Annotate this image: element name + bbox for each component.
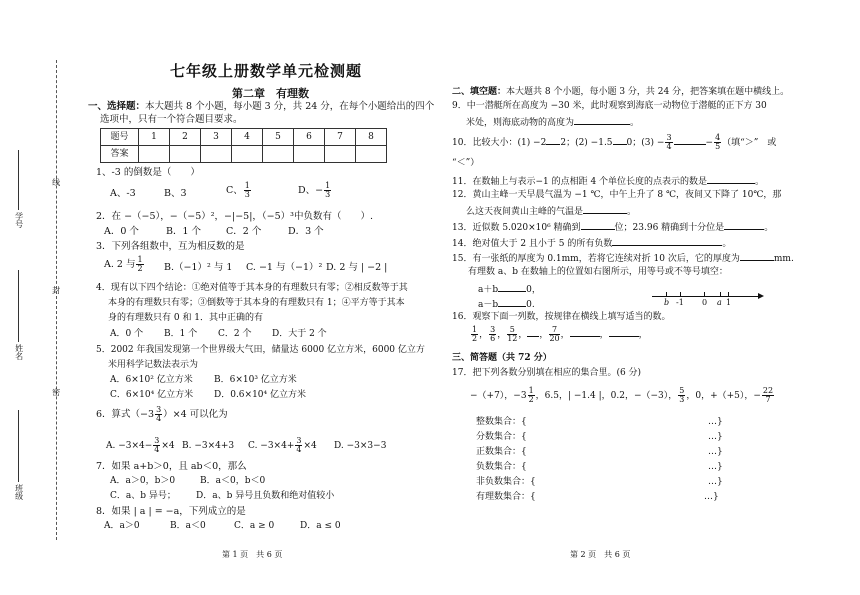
q10-blank-2[interactable]	[613, 136, 627, 145]
axis-label-a: a	[717, 298, 722, 307]
answer-table	[100, 128, 387, 163]
q15-sum-blank[interactable]	[498, 283, 526, 292]
answer-table-answer-row	[101, 146, 387, 163]
q5-option-a: A．6×10² 亿立方米	[110, 375, 193, 385]
answer-table-header-row	[101, 129, 387, 146]
q3-option-c: C. −1 与（−1）²	[246, 262, 323, 273]
question-12-line1: 12．黄山主峰一天早晨气温为 −1 ℃，中午上升了 8 ℃，夜间又下降了 10℃，那	[452, 190, 782, 200]
set-rationals-end: …}	[704, 492, 719, 502]
section3-head: 三、简答题（共 72 分）	[452, 353, 552, 363]
question-16: 16．观察下面一列数，按规律在横线上填写适当的数。	[452, 312, 671, 322]
set-positives-end: …}	[708, 447, 723, 457]
answer-cell[interactable]	[294, 146, 325, 163]
q6-option-a: A. −3×4− $\frac{3}{4}$ ×4	[106, 436, 175, 454]
question-3: 3．下列各组数中，互为相反数的是	[96, 241, 245, 252]
set-rationals: 有理数集合：{	[476, 492, 536, 502]
question-14: 14．绝对值大于 2 且小于 5 的所有负数 。	[452, 239, 732, 249]
class-write-line	[18, 410, 19, 482]
q16-blank-1[interactable]	[527, 328, 539, 337]
question-11: 11．在数轴上与表示−1 的点相距 4 个单位长度的点表示的数是 。	[452, 177, 765, 187]
axis-label-minus-one: -1	[676, 298, 684, 307]
q13-blank-1[interactable]	[581, 221, 615, 230]
question-15-line2: 有理数 a、b 在数轴上的位置如右图所示，用等号或不等号填空：	[468, 267, 728, 277]
page-title: 七年级上册数学单元检测题	[170, 62, 363, 80]
axis-label-zero: 0	[702, 298, 708, 307]
tick-minus-one	[680, 292, 681, 296]
tick-one	[728, 292, 729, 296]
tick-a	[720, 292, 721, 296]
set-integers-end: …}	[708, 417, 723, 427]
name-write-line	[18, 270, 19, 342]
q7-option-d: D．a、b 异号且负数和绝对值较小	[196, 491, 335, 501]
q6-option-d: D. −3×3−3	[334, 441, 387, 451]
q15-diff-blank[interactable]	[498, 298, 526, 307]
q5-option-b: B．6×10³ 亿立方米	[214, 375, 297, 385]
table-cell-number: 3	[201, 129, 232, 146]
q12-answer-blank[interactable]	[583, 205, 627, 214]
q17-number-list: −（+7），−3 $\frac{1}{2}$ ，6.5，| −1.4 |，0.2，−（−3）， $\frac{5}{3}$ ，0，+（+5），− $\frac{22}{7}$	[470, 386, 774, 404]
chapter-title: 第二章 有理数	[232, 87, 309, 100]
section1-text: 本大题共 8 个小题，每小题 3 分，共 24 分，在每个小题给出的四个	[145, 101, 435, 112]
axis-label-one: 1	[726, 298, 732, 307]
section1-head: 一、选择题：	[88, 101, 146, 112]
q10-blank-3[interactable]	[674, 136, 706, 145]
q8-option-c: C．a ≥ 0	[234, 521, 275, 531]
question-5-line2: 米用科学记数法表示为	[108, 360, 199, 370]
q1-option-c: C、 $\frac{1}{3}$	[226, 181, 250, 199]
answer-cell[interactable]	[170, 146, 201, 163]
q4-option-d: D．大于 2 个	[272, 329, 327, 339]
question-9-line2: 米处，则海底动物的高度为 。	[466, 118, 640, 128]
table-cell-number: 2	[170, 129, 201, 146]
set-negatives-end: …}	[708, 462, 723, 472]
q4-option-a: A．0 个	[110, 329, 144, 339]
q8-option-a: A．a＞0	[104, 521, 140, 531]
q5-option-c: C．6×10⁴ 亿立方米	[110, 390, 194, 400]
q7-option-a: A．a＞0，b＞0	[110, 476, 176, 486]
axis-label-b: b	[664, 298, 670, 307]
set-nonnegatives-end: …}	[708, 477, 723, 487]
q7-option-c: C．a、b 异号；	[110, 491, 176, 501]
q2-option-b: B．1 个	[166, 226, 202, 237]
question-6: 6．算式（−3 $\frac{3}{4}$ ）×4 可以化为	[96, 405, 228, 423]
question-4-line1: 4．现有以下四个结论：①绝对值等于其本身的有理数只有零；②相反数等于其	[96, 283, 408, 293]
q3-option-b: B.（−1）² 与 1	[164, 262, 233, 273]
number-line	[652, 296, 760, 297]
q3-option-a: A. 2 与 $\frac{1}{2}$	[104, 255, 143, 273]
q1-option-a: A、-3	[110, 188, 136, 199]
q5-option-d: D．0.6×10⁴ 亿立方米	[214, 390, 306, 400]
q3-option-d: D. 2 与 | −2 |	[326, 262, 388, 273]
q16-blank-2[interactable]	[570, 328, 600, 337]
tick-b	[666, 292, 667, 296]
section1-intro	[88, 101, 434, 112]
q9-answer-blank[interactable]	[574, 116, 630, 125]
q15-sum-row: a＋b 0，	[478, 285, 541, 295]
answer-cell[interactable]	[139, 146, 170, 163]
answer-cell[interactable]	[232, 146, 263, 163]
question-2: 2．在 −（−5），−（−5）²，−|−5|，（−5）³中负数有（ ）.	[96, 211, 373, 222]
q16-sequence: $\frac{1}{2}$ ， $\frac{3}{6}$ ， $\frac{5}{12}$ ， ， $\frac{7}{20}$ ， ， ，	[472, 325, 648, 343]
q4-option-c: C．2 个	[218, 329, 252, 339]
question-7: 7．如果 a+b＞0，且 ab＜0，那么	[96, 461, 247, 472]
question-9-line1: 9．中一潜艇所在高度为 −30 米，此时观察到海底一动物位于潜艇的正下方 30	[452, 101, 767, 111]
q8-option-d: D．a ≤ 0	[300, 521, 341, 531]
question-12-line2: 么这天夜间黄山主峰的气温是 。	[466, 207, 637, 217]
page-footer-left: 第 1 页 共 6 页	[222, 550, 283, 559]
q1-option-b: B、3	[164, 188, 187, 199]
q2-option-c: C．2 个	[226, 226, 262, 237]
q4-option-b: B．1 个	[164, 329, 198, 339]
q14-answer-blank[interactable]	[612, 237, 722, 246]
answer-cell[interactable]	[356, 146, 387, 163]
question-8: 8．如果 | a | = −a，下列成立的是	[96, 506, 246, 517]
page-footer-right: 第 2 页 共 6 页	[570, 550, 631, 559]
name-label: 姓名	[14, 344, 24, 360]
table-cell-number: 4	[232, 129, 263, 146]
table-cell-number: 5	[263, 129, 294, 146]
question-1: 1、-3 的倒数是（ ）	[96, 167, 200, 178]
answer-cell[interactable]	[325, 146, 356, 163]
binding-dashed-line	[56, 60, 57, 540]
question-4-line3: 身的有理数只有 0 和 1．其中正确的有	[108, 313, 264, 323]
section2-intro: 二、填空题：本大题共 8 个小题，每小题 3 分，共 24 分，把答案填在题中横线上。	[452, 87, 790, 97]
q15-thickness-blank[interactable]	[740, 252, 774, 261]
q13-blank-2[interactable]	[724, 221, 764, 230]
q15-diff-row: a－b 0.	[478, 300, 535, 310]
table-cell-label: 答案	[101, 146, 139, 163]
q6-option-b: B. −3×4+3	[182, 441, 235, 451]
question-15-line1: 15．有一张纸的厚度为 0.1mm，若将它连续对折 10 次后，它的厚度为 mm.	[452, 254, 794, 264]
set-fractions: 分数集合：{	[476, 432, 527, 442]
question-5-line1: 5．2002 年我国发现第一个世界级大气田，储量达 6000 亿立方米，6000 亿立方	[96, 345, 425, 355]
q2-option-a: A．0 个	[104, 226, 139, 237]
q11-answer-blank[interactable]	[707, 175, 755, 184]
table-cell-label: 题号	[101, 129, 139, 146]
q1-option-d: D、− $\frac{1}{3}$	[298, 181, 331, 199]
number-line-arrow	[758, 293, 764, 299]
table-cell-number: 1	[139, 129, 170, 146]
answer-cell[interactable]	[263, 146, 294, 163]
set-integers: 整数集合：{	[476, 417, 527, 427]
question-4-line2: 本身的有理数只有零；③倒数等于其本身的有理数只有 1；④平方等于其本	[108, 298, 405, 308]
table-cell-number: 6	[294, 129, 325, 146]
q16-blank-3[interactable]	[609, 328, 639, 337]
tick-zero	[704, 292, 705, 296]
set-nonnegatives: 非负数集合：{	[476, 477, 536, 487]
section1-text2: 选项中，只有一个符合题目要求。	[100, 114, 243, 125]
seat-label: 学号	[14, 212, 24, 228]
class-label: 班级	[14, 484, 24, 500]
q10-blank-1[interactable]	[546, 136, 560, 145]
table-cell-number: 8	[356, 129, 387, 146]
binding-mark-line: 线	[51, 178, 61, 186]
set-negatives: 负数集合：{	[476, 462, 527, 472]
seat-write-line	[18, 150, 19, 210]
q6-option-c: C. −3×4+ $\frac{3}{4}$ ×4	[248, 436, 317, 454]
q7-option-b: B．a＜0，b＜0	[200, 476, 266, 486]
binding-mark-secret: 密	[51, 388, 61, 396]
question-13: 13．近似数 5.020×10⁶ 精确到 位；23.96 精确到十分位是 。	[452, 223, 774, 233]
q8-option-b: B．a＜0	[170, 521, 206, 531]
binding-mark-seal: 封	[51, 286, 61, 294]
question-10: 10．比较大小：(1) −2 2；(2) −1.5 0；(3) − $\frac{3}{4}$ − $\frac{4}{5}$ （填“＞” 或	[452, 133, 777, 151]
table-cell-number: 7	[325, 129, 356, 146]
set-fractions-end: …}	[708, 432, 723, 442]
set-positives: 正数集合：{	[476, 447, 527, 457]
question-17: 17．把下列各数分别填在相应的集合里。(6 分)	[452, 368, 642, 378]
answer-cell[interactable]	[201, 146, 232, 163]
q2-option-d: D．3 个	[288, 226, 324, 237]
question-10-tail: “＜”）	[452, 158, 480, 168]
